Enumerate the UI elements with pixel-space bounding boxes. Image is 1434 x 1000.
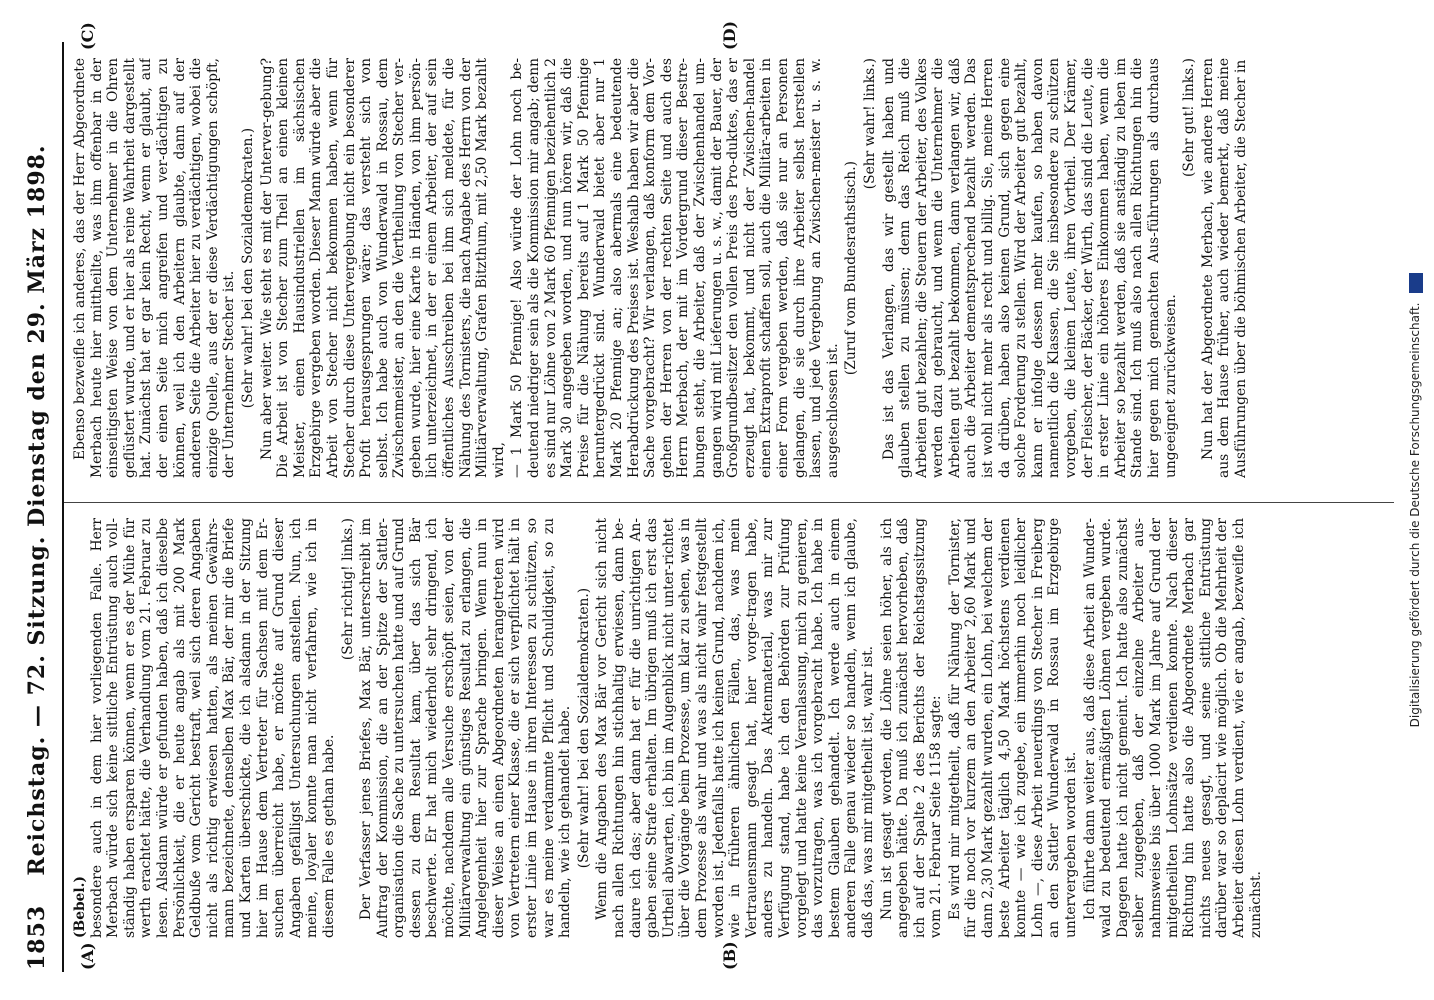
interjection: (Sehr wahr! links.) [861,58,878,190]
session-title: Reichstag. — 72. Sitzung. Dienstag den 29. März 1898. [24,144,50,876]
interjection: (Sehr richtig! links.) [339,518,356,661]
digitization-footer [1408,0,1423,1000]
paragraph: Ebenso bezweifle ich anderes, das der Herr Abgeordnete Merbach heute hier mittheilte, was ihm offenbar in der einseitigsten Weise von dem Unternehmer in die Ohren geflüstert wurde, und er hier als reine Wahrheit dargestellt hat. Zunächst hat er gar kein Recht, wenn er glaubt, auf der einen Seite mich angreifen und ver-dächtigen zu können, weil ich den Arbeitern glaubte, dann auf der anderen Seite die Arbeiter hier zu verdächtigen, wobei die einzige Quelle, aus der er diese Verdächtigungen schöpft, der Unternehmer Stecher ist. [72,58,238,478]
left-column [72,518,1392,938]
paragraph: — 1 Mark 50 Pfennige! Also würde der Lohn noch be-deutend niedriger sein als die Kommission mir angab; denn es sind nur Löhne von 2 Mark 60 Pfennigen beziehentlich 2 Mark 30 angegeben worden, und nun hören wir, daß die Preise für die Nähung bereits auf 1 Mark 50 Pfennige heruntergedrückt sind. Wunderwald bietet aber nur 1 Mark 20 Pfennige an; also abermals eine bedeutende Herabdrückung des Preises ist. Weshalb haben wir aber die Sache vorgebracht? Wir verlangen, daß konform dem Vor-gehen der Herren von der rechten Seite und auch des Herrn Merbach, der mit im Vordergrund dieser Bestre-bungen steht, die Arbeiter, daß der Zwischenhandel um-gangen wird mit Lieferungen u. s. w., damit der Bauer, der Großgrundbesitzer den vollen Preis des Pro-duktes, das er erzeugt hat, bekommt, und nicht der Zwischen-handel einen Extraprofit schaffen soll, auch die Militär-arbeiten in einer Form vergeben werden, daß sie nur an Personen gelangen, die sie durch ihre Arbeiter selbst herstellen lassen, und jede Vergebung an Zwischen-meister u. s. w. ausgeschlossen ist. [509,58,841,478]
interjection: (Zuruf vom Bundesrathstisch.) [843,160,860,376]
interjection: (Sehr gut! links.) [1181,58,1198,177]
paragraph: Ich führte dann weiter aus, daß diese Arbeit an Wunder-wald zu bedeutend ermäßigten Löhnen vergeben wurde. Dagegen hatte ich nicht gemeint. Ich hatte also zunächst selber zugegeben, daß der einzelne Arbeiter aus-nahmsweise bis über 1000 Mark im Jahre auf Grund der mitgetheilten Lohnsätze verdienen konnte. Nach dieser Richtung hin hatte also die Abgeordnete Merbach gar nichts neues gesagt, und seine sittliche Entrüstung darüber war so deplacirt wie möglich. Ob die Mehrheit der Arbeiter diesen Lohn verdient, wie er angab, bezweifle ich zunächst. [1081,518,1264,938]
paragraph: Der Verfasser jenes Briefes, Max Bär, unterschreibt im Auftrag der Kommission, die an der Spitze der Sattler-organisation die Sache zu untersuchen hatte und auf Grund dessen zu dem Resultat kam, über das sich Bär beschwerte. Er hat mich wiederholt sehr dringend, ich möchte, nachdem alle Versuche erschöpft seien, von der Militärverwaltung ein günstiges Resultat zu erlangen, die Angelegenheit hier zur Sprache bringen. Wenn nun in dieser Weise an einen Abgeordneten herangetreten wird von Vertretern einer Klasse, die er sich verpflichtet hält in erster Linie im Hause in ihren Interessen zu schützen, so war es meine verdammte Pflicht und Schuldigkeit, so zu handeln, wie ich gehandelt habe. [358,518,574,938]
paragraph: besondere auch in dem hier vorliegenden Falle. Herr Merbach würde sich keine sittliche Entrüstung auch voll-ständig haben ersparen können, wenn er es der Mühe für werth erachtet hätte, die Verhandlung vom 21. Februar zu lesen. Alsdann würde er gefunden haben, daß ich dieselbe Persönlichkeit, die er heute angab als mit 200 Mark Geldbuße vom Gericht bestraft, weil sich deren Angaben nicht als richtig erwiesen hatten, als meinen Gewährs-mann bezeichnete, denselben Max Bär, der mir die Briefe und Karten überschickte, die ich alsdann in der Sitzung hier im Hause dem Vertreter für Sachsen mit dem Er-suchen überreicht habe, er möchte auf Grund dieser Angaben gefälligst Untersuchungen anstellen. Nun, ich meine, loyaler konnte man nicht verfahren, wie ich in diesem Falle es gethan habe. [88,518,337,938]
interjection: (Sehr wahr! bei den Sozialdemokraten.) [575,587,592,869]
page-number-left: 1853 [24,904,50,970]
paragraph: Nun hat der Abgeordnete Merbach, wie andere Herren aus dem Hause früher, auch wieder bemerkt, daß meine Ausführungen über die böhmischen Arbeiter, die Stecher in [1199,58,1249,478]
paragraph: Nun aber weiter. Wie steht es mit der Unterver-gebung? Die Arbeit ist von Stecher zum Theil an einen kleinen Meister, einen Hausindustriellen im sächsischen Erzgebirge vergeben worden. Dieser Mann würde aber die Arbeit von Stecher nicht bekommen haben, wenn für Stecher durch diese Untervergebung nicht ein besonderer Profit herausgesprungen wäre; das versteht sich von selbst. Ich habe auch von Wunderwald in Rossau, dem Zwischenmeister, an den die Vertheilung von Stecher ver-geben wurde, hier eine Karte in Händen, von ihm persön-lich unterzeichnet, in der er einem Arbeiter, der auf sein öffentliches Ausschreiben bei ihm sich meldete, für die Nähung des Tornisters, die nach Angabe des Herrn von der Militärverwaltung, Grafen Bitzthum, mit 2,50 Mark bezahlt wird, [258,58,507,478]
quoted-paragraph: Es wird mir mitgetheilt, daß für Nähung der Tornister, für die noch vor kurzem an den Arbeiter 2,60 Mark und dann 2,30 Mark gezahlt wurden, ein Lohn, bei welchem der beste Arbeiter täglich 4,50 Mark höchstens verdienen konnte — wie ich zugebe, ein immerhin noch leidlicher Lohn —, diese Arbeit neuerdings von Stecher in Freiberg an den Sattler Wunderwald in Rossau im Erzgebirge untervergeben worden ist. [946,518,1080,938]
column-divider [64,502,1394,503]
marker-c: (C) [78,22,97,50]
header-rule [62,42,64,972]
paragraph: Das ist das Verlangen, das wir gestellt haben und glauben stellen zu müssen; denn das Reich muß die Arbeiten gut bezahlen; die Steuern der Arbeiter, des Volkes werden dazu gebraucht, und wenn die Unternehmer die Arbeiten gut bezahlt bekommen, dann verlangen wir, daß auch die Arbeiter dementsprechend bezahlt werden. Das ist wohl nicht mehr als recht und billig. Sie, meine Herren da drüben, haben also keinen Grund, sich gegen eine solche Forderung zu stellen. Wird der Arbeiter gut bezahlt, kann er infolge dessen mehr kaufen, so haben davon namentlich die Klassen, die Sie insbesondere zu schützen vorgeben, die kleinen Leute, ihren Vortheil. Der Krämer, der Fleischer, der Bäcker, der Wirth, das sind die Leute, die in erster Linie ein höheres Einkommen haben, wenn die Arbeiter so bezahlt werden, daß sie anständig zu leben im Stande sind. Ich muß also nach allen Richtungen hin die hier gegen mich gemachten Aus-führungen als durchaus ungeeignet zurückweisen. [880,58,1179,478]
footer-text: Digitalisierung gefördert durch die Deutsche Forschungsgemeinschaft. [1408,302,1422,728]
speaker-label: (Bebel.) [72,876,88,938]
paragraph: Nun ist gesagt worden, die Löhne seien höher, als ich angegeben hätte. Da muß ich zunächst hervorheben, daß ich auf der Spalte 2 des Berichts der Reichstagssitzung vom 21. Februar Seite 1158 sagte: [878,518,945,938]
marker-a: (A) [78,942,97,970]
marker-b: (B) [720,941,739,970]
dfg-logo-icon [1409,273,1423,293]
page-header [18,50,58,970]
paragraph: Wenn die Angaben des Max Bär vor Gericht sich nicht nach allen Richtungen hin stichhaltig erwiesen, dann be-daure ich das; aber dann hat er für die unrichtigen An-gaben seine Strafe erhalten. Im übrigen muß ich erst das Urtheil abwarten, ich bin im Augenblick nicht unter-richtet über die Vorgänge beim Prozesse, um klar zu sehen, was in dem Prozesse als wahr und was als nicht wahr festgestellt worden ist. Jedenfalls hatte ich keinen Grund, nachdem ich, wie in früheren ähnlichen Fällen, das, was mein Vertrauensmann gesagt hat, hier vorge-tragen habe, anders zu handeln. Das Aktenmaterial, was mir zur Verfügung stand, habe ich den Behörden zur Prüfung vorgelegt und hatte keine Veranlassung, mich zu genieren, das vorzutragen, was ich vorgebracht habe. Ich habe in bestem Glauben gehandelt. Ich werde auch in einem anderen Falle genau wieder so handeln, wenn ich glaube, daß das, was mir mitgetheilt ist, wahr ist. [594,518,876,938]
interjection: (Sehr wahr! bei den Sozialdemokraten.) [239,127,256,409]
right-column [72,58,1392,478]
marker-d: (D) [720,20,739,50]
